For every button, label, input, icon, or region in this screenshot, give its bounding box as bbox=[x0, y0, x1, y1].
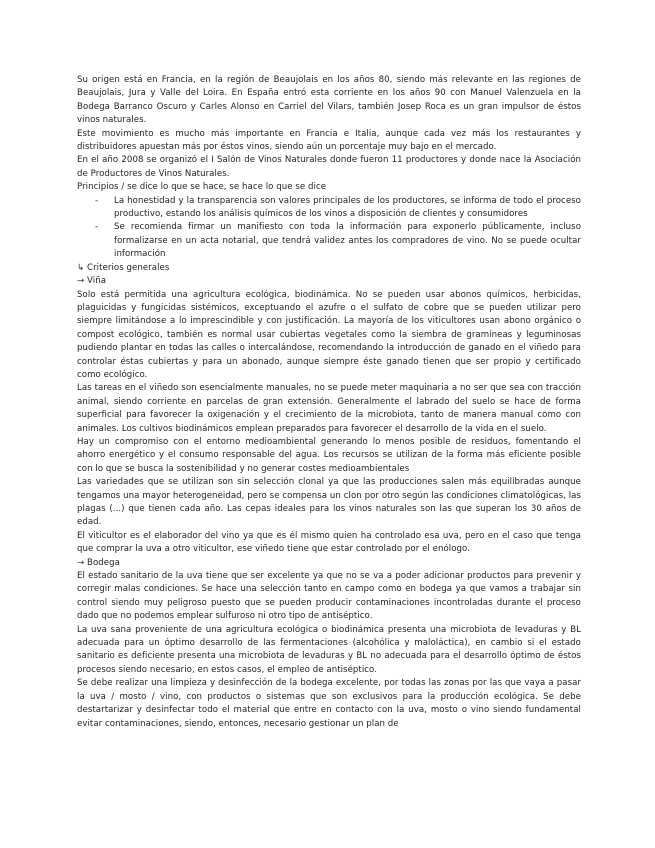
bullet-dash: - bbox=[95, 195, 99, 206]
intro-paragraph-3: En el año 2008 se organizó el I Salón de Vinos Naturales donde fueron 11 productores y donde nace la Asociación de Productores de Vinos Naturales. bbox=[77, 155, 581, 179]
vina-paragraph-5: El viticultor es el elaborador del vino ya que es él mismo quien ha controlado esa uva, pero en el caso que tenga que comprar la uva a otro viticultor, ese viñedo tiene que estar controlado por el enólogo. bbox=[77, 530, 581, 555]
principles-list bbox=[77, 195, 581, 262]
principle-item bbox=[77, 195, 581, 222]
criterios-heading: ↳ Criterios generales bbox=[77, 262, 170, 273]
principle-text: La honestidad y la transparencia son valores principales de los productores, se informa de todo el proceso productivo, estando los análisis químicos de los vinos a disposición de clientes y consumidores bbox=[114, 195, 581, 220]
vina-heading: → Viña bbox=[77, 276, 107, 287]
bodega-paragraph-1: El estado sanitario de la uva tiene que ser excelente ya que no se va a poder adicionar productos para prevenir y corregir malas condiciones. Se hace una selección tanto en campo como en bodega ya que vamos a trabajar sin control siendo muy peligroso puesto que se pueden producir contaminaciones incontroladas durante el proceso dado que no podemos emplear sulfuroso ni otro tipo de antiséptico. bbox=[77, 571, 581, 622]
bullet-dash: - bbox=[95, 222, 99, 233]
vina-paragraph-3: Hay un compromiso con el entorno medioambiental generando lo menos posible de residuos, fomentando el ahorro energético y el consumo responsable del agua. Los recursos se utilizan de la forma más eficiente posible con lo que se busca la sostenibilidad y no generar costes medioambientales bbox=[77, 436, 581, 474]
principle-item bbox=[77, 221, 581, 261]
bodega-paragraph-3: Se debe realizar una limpieza y desinfección de la bodega excelente, por todas las zonas por las que vaya a pasar la uva / mosto / vino, con productos o sistemas que son exclusivos para la producción ecológica. Se debe destartarizar y desinfectar todo el material que entre en contacto con la uva, mosto o vino siendo fundamental evitar contaminaciones, siendo, entonces, necesario gestionar un plan de bbox=[77, 678, 581, 729]
vina-paragraph-2: Las tareas en el viñedo son esencialmente manuales, no se puede meter maquinaria a no ser que sea con tracción animal, siendo corriente en parcelas de gran extensión. Generalmente el labrado del suelo se hace de forma superficial para favorecer la oxigenación y el crecimiento de la microbiota, tanto de manera manual como con animales. Los cultivos biodinámicos emplean preparados para favorecer el desarrollo de la vida en el suelo. bbox=[77, 383, 581, 434]
intro-paragraph-1: Su origen está en Francia, en la región de Beaujolais en los años 80, siendo más relevante en las regiones de Beaujolais, Jura y Valle del Loira. En España entró esta corriente en los años 90 con Manuel Valenzuela en la Bodega Barranco Oscuro y Carles Alonso en Carriel del Vilars, también Josep Roca es un gran impulsor de éstos vinos naturales. bbox=[77, 75, 581, 126]
document-page bbox=[77, 74, 581, 731]
vina-paragraph-1: Solo está permitida una agricultura ecológica, biodinámica. No se pueden usar abonos químicos, herbicidas, plaguicidas y fungicidas sistémicos, exceptuando el azufre o el sulfato de cobre que se pueden utilizar pero siempre limitándose a lo imprescindible y con justificación. La mayoría de los viticultores usan abono orgánico o compost ecológico, también es normal usar cubiertas vegetales como la siembra de gramíneas y leguminosas pudiendo plantar en todas las calles o intercalándose, recomendando la introducción de ganado en el viñedo para controlar éstas cubiertas y para un abonado, aunque siempre éste ganado tienen que ser propio y certificado como ecológico. bbox=[77, 289, 581, 380]
vina-paragraph-4: Las variedades que se utilizan son sin selección clonal ya que las producciones salen más equilibradas aunque tengamos una mayor heterogeneidad, pero se compensa un clon por otro según las condiciones climatológicas, las plagas (...) que tienen cada año. Las cepas ideales para los vinos naturales son las que superan los 30 años de edad. bbox=[77, 477, 581, 528]
bodega-paragraph-2: La uva sana proveniente de una agricultura ecológica o biodinámica presenta una microbiota de levaduras y BL adecuada para un óptimo desarrollo de las fermentaciones (alcohólica y maloláctica), en cambio si el estado sanitario es deficiente presenta una microbiota de levaduras y BL no adecuada para el desarrollo óptimo de éstos procesos siendo necesario, en estos casos, el empleo de antiséptico. bbox=[77, 624, 581, 675]
principle-text: Se recomienda firmar un manifiesto con toda la información para exponerlo públicamente, incluso formalizarse en un acta notarial, que tendrá validez antes los compradores de vino. No se puede ocultar información bbox=[114, 222, 581, 260]
intro-paragraph-2: Este movimiento es mucho más importante en Francia e Italia, aunque cada vez más los restaurantes y distribuidores apuestan más por éstos vinos, siendo aún un porcentaje muy bajo en el mercado. bbox=[77, 128, 581, 153]
bodega-heading: → Bodega bbox=[77, 557, 120, 568]
principles-heading: Principios / se dice lo que se hace, se hace lo que se dice bbox=[77, 182, 327, 193]
